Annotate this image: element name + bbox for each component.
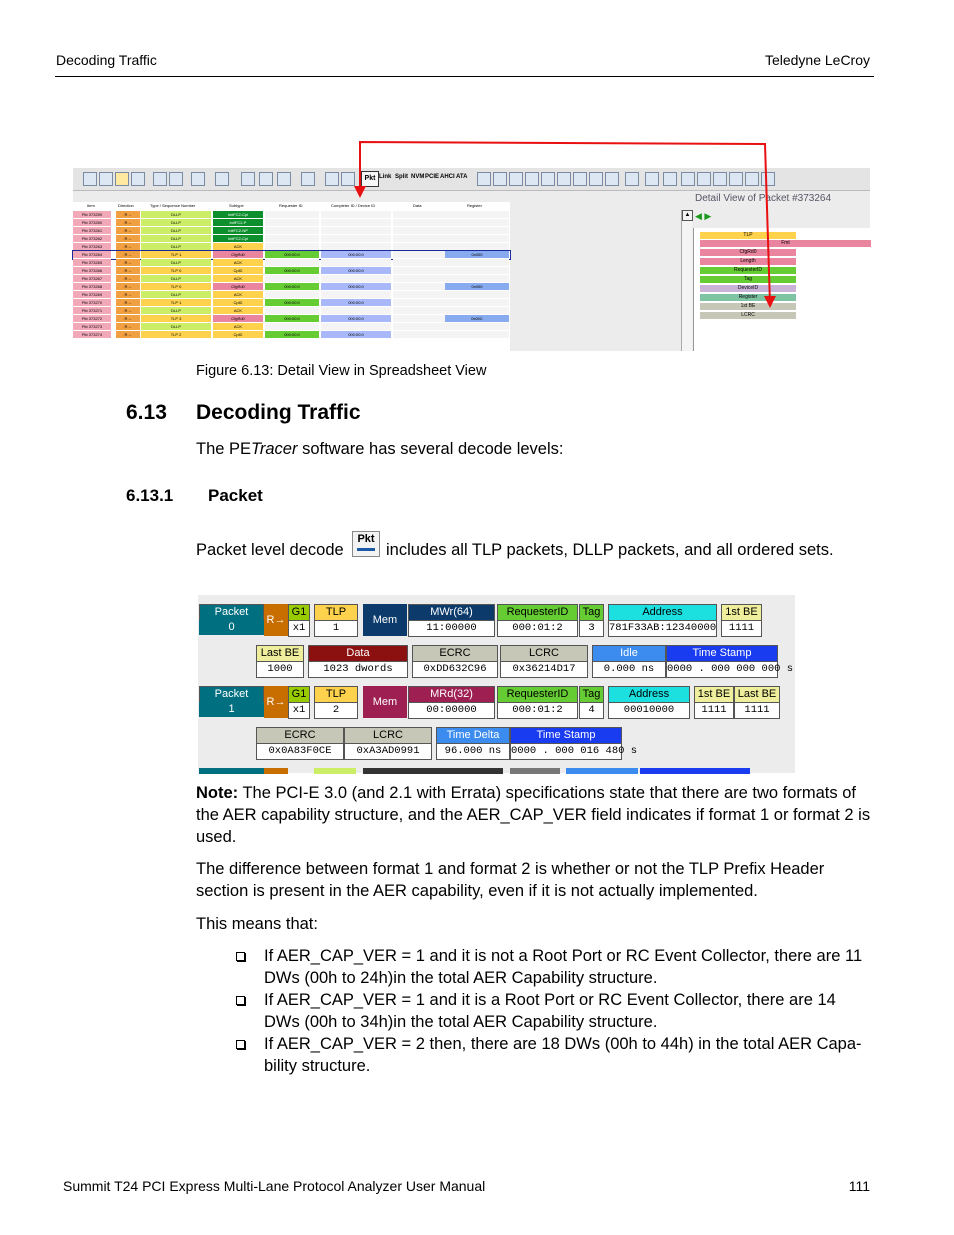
subsection-number: 6.13.1 — [126, 486, 174, 505]
zoom-in-icon[interactable] — [153, 172, 167, 186]
table-cell — [393, 331, 453, 338]
table-cell: Pkt 373263 — [73, 243, 111, 250]
table-cell: R→ — [116, 259, 140, 266]
paragraph-difference: The difference between format 1 and format 2 is whether or not the TLP Prefix Header section is present in the AER capability, even if it is not actually implemented. — [196, 860, 825, 900]
table-cell: Pkt 373269 — [73, 291, 111, 298]
table-cell: DLLP — [141, 243, 211, 250]
ecrc-value: 0x0A83F0CE — [256, 743, 344, 760]
next-packet-partial — [264, 768, 288, 774]
table-cell — [265, 211, 319, 218]
detail-field: CfgRd0 — [700, 249, 796, 256]
first-be-header: 1st BE — [694, 686, 734, 703]
table-cell: ACK — [213, 323, 263, 330]
table-cell: InitFC2-P — [213, 219, 263, 226]
next-packet-partial — [640, 768, 750, 774]
table-cell: R→ — [116, 275, 140, 282]
pkt-level-button[interactable]: Pkt — [361, 171, 379, 187]
header-rule — [55, 76, 874, 77]
table-cell: R→ — [116, 323, 140, 330]
table-cell: Pkt 373261 — [73, 227, 111, 234]
gen-header: G1 — [288, 686, 310, 703]
col-register: Register — [467, 203, 482, 208]
tool-icon[interactable] — [131, 172, 145, 186]
link-level-button[interactable]: Link — [379, 174, 392, 180]
detail-nav-arrows-icon[interactable]: ◀ ▶ — [695, 211, 712, 221]
lcrc-header: LCRC — [344, 727, 432, 744]
section-number: 6.13 — [126, 401, 167, 424]
command-value: 00:00000 — [408, 702, 495, 719]
timestamp-value: 0000 . 000 016 480 s — [510, 743, 622, 760]
table-cell: Pkt 373262 — [73, 235, 111, 242]
last-be-header: Last BE — [734, 686, 780, 703]
col-data: Data — [413, 203, 422, 208]
detail-field: Tag — [700, 276, 796, 283]
figure1-caption: Figure 6.13: Detail View in Spreadsheet View — [196, 363, 487, 379]
table-cell — [265, 275, 319, 282]
ecrc-header: ECRC — [256, 727, 344, 744]
table-cell: 000:00:0 — [265, 267, 319, 274]
table-cell: 000:00:0 — [321, 315, 391, 322]
first-be-value: 1111 — [694, 702, 734, 719]
tool-icon[interactable] — [99, 172, 113, 186]
table-cell: Pkt 373273 — [73, 323, 111, 330]
checkbox-bullet-icon — [236, 952, 245, 961]
list-item — [236, 945, 872, 989]
table-cell: R→ — [116, 299, 140, 306]
first-be-value: 1111 — [721, 620, 762, 637]
table-cell: R→ — [116, 291, 140, 298]
table-cell: R→ — [116, 251, 140, 258]
table-cell: TLP 1 — [141, 299, 211, 306]
tlp-value: 1 — [314, 620, 358, 637]
table-cell: 000:00:0 — [321, 251, 391, 258]
table-cell: DLLP — [141, 227, 211, 234]
tool-icon[interactable] — [241, 172, 255, 186]
scroll-up-icon[interactable]: ▲ — [682, 210, 693, 221]
address-header: Address — [608, 686, 690, 703]
command-header: MWr(64) — [408, 604, 495, 621]
table-cell: R→ — [116, 307, 140, 314]
tool-icon[interactable] — [115, 172, 129, 186]
table-cell: 0x000 — [445, 283, 509, 290]
tool-icon[interactable] — [259, 172, 273, 186]
note-label: Note: — [196, 784, 239, 802]
table-cell: R→ — [116, 331, 140, 338]
table-cell — [393, 315, 453, 322]
address-value: 781F33AB:12340000 — [608, 620, 717, 637]
header-left: Decoding Traffic — [56, 52, 157, 68]
last-be-value: 1111 — [734, 702, 780, 719]
table-cell: CfgRd0 — [213, 315, 263, 322]
tlp-header: TLP — [314, 604, 358, 621]
detail-field: TLP — [700, 232, 796, 239]
col-item: Item — [87, 203, 95, 208]
section-title: Decoding Traffic — [196, 401, 361, 424]
table-row[interactable] — [73, 323, 510, 331]
ecrc-header: ECRC — [412, 645, 498, 662]
tool-icon[interactable] — [215, 172, 229, 186]
table-cell: R→ — [116, 283, 140, 290]
detail-field: Length — [700, 258, 796, 265]
ahci-level-button[interactable]: AHCI — [440, 174, 455, 180]
table-cell: R→ — [116, 235, 140, 242]
bullet-text: If AER_CAP_VER = 2 then, there are 18 DWs (00h to 44h) in the total AER Capa-bility structure. — [264, 1035, 862, 1075]
tag-header: Tag — [579, 604, 604, 621]
checkbox-bullet-icon — [236, 996, 245, 1005]
detail-field: LCRC — [700, 312, 796, 319]
table-cell: CplD — [213, 331, 263, 338]
intro-post: software has several decode levels: — [297, 440, 564, 458]
table-cell: DLLP — [141, 259, 211, 266]
table-cell: 000:00:0 — [265, 283, 319, 290]
tool-icon[interactable] — [83, 172, 97, 186]
table-cell — [265, 323, 319, 330]
table-cell: 000:00:0 — [265, 331, 319, 338]
requester-header: RequesterID — [497, 686, 578, 703]
table-cell: Pkt 373259 — [73, 211, 111, 218]
nvm-level-button[interactable]: NVM — [411, 174, 425, 180]
table-cell: DLLP — [141, 323, 211, 330]
pkt-icon-bar — [357, 548, 375, 551]
bullet-text: If AER_CAP_VER = 1 and it is not a Root Port or RC Event Collector, there are 11 DWs (00h to 24h)in the total AER Capability structure. — [264, 947, 863, 987]
note-paragraph — [196, 782, 872, 848]
intro-italic: Tracer — [251, 440, 298, 458]
table-cell — [265, 219, 319, 226]
zoom-out-icon[interactable] — [169, 172, 183, 186]
tlp-header: TLP — [314, 686, 358, 703]
detail-field: DeviceID — [700, 285, 796, 292]
tool-icon[interactable] — [301, 172, 315, 186]
last-be-header: Last BE — [256, 645, 304, 662]
table-cell: 0x00C — [445, 315, 509, 322]
direction-cell: R→ — [264, 604, 288, 636]
table-cell: DLLP — [141, 275, 211, 282]
next-packet-partial — [199, 768, 264, 774]
table-cell: ACK — [213, 291, 263, 298]
tag-header: Tag — [579, 686, 604, 703]
address-header: Address — [608, 604, 717, 621]
lcrc-value: 0xA3AD0991 — [344, 743, 432, 760]
table-cell: DLLP — [141, 307, 211, 314]
tag-value: 3 — [579, 620, 604, 637]
table-cell: R→ — [116, 315, 140, 322]
packet-header[interactable]: Packet — [199, 686, 264, 703]
ata-level-button[interactable]: ATA — [456, 174, 468, 180]
detail-field: Register — [700, 294, 796, 301]
pkt-icon — [352, 531, 380, 557]
table-cell: DLLP — [141, 219, 211, 226]
figure-packet-decode — [198, 595, 795, 773]
next-packet-partial — [510, 768, 560, 774]
col-direction: Direction — [118, 203, 134, 208]
bullet-list — [236, 945, 872, 1077]
table-cell: Pkt 373268 — [73, 283, 111, 290]
header-right: Teledyne LeCroy — [764, 52, 870, 68]
table-cell: TLP 3 — [141, 315, 211, 322]
split-level-button[interactable]: Split — [395, 174, 408, 180]
lcrc-value: 0x36214D17 — [500, 661, 588, 678]
packet-number[interactable]: 1 — [199, 702, 264, 717]
table-cell — [265, 235, 319, 242]
table-cell: ACK — [213, 275, 263, 282]
table-cell: 000:00:0 — [265, 299, 319, 306]
binoculars-icon[interactable] — [325, 172, 339, 186]
pcie-level-button[interactable]: PCIE — [425, 174, 440, 180]
ecrc-value: 0xDD632C96 — [412, 661, 498, 678]
col-subtype: Subtype — [229, 203, 244, 208]
next-packet-partial — [314, 768, 356, 774]
table-cell — [265, 227, 319, 234]
table-cell: DLLP — [141, 211, 211, 218]
detail-field: RequesterID — [700, 267, 796, 274]
table-cell: 000:00:0 — [321, 283, 391, 290]
first-be-header: 1st BE — [721, 604, 762, 621]
table-cell: R→ — [116, 267, 140, 274]
note-text: The PCI-E 3.0 (and 2.1 with Errata) specifications state that there are two formats of the AER capability structure, and the AER_CAP_VER field indicates if format 1 or format 2 is used. — [196, 784, 871, 846]
annotation-arrow — [350, 136, 780, 316]
table-cell: ACK — [213, 259, 263, 266]
packet-para-pre: Packet level decode — [196, 541, 344, 559]
next-packet-partial — [566, 768, 638, 774]
table-cell: ACK — [213, 243, 263, 250]
table-cell: 000:00:0 — [321, 267, 391, 274]
idle-header: Idle — [592, 645, 666, 662]
table-cell — [265, 243, 319, 250]
table-cell: Pkt 373274 — [73, 331, 111, 338]
table-cell: TLP 2 — [141, 331, 211, 338]
tlp-value: 2 — [314, 702, 358, 719]
table-cell: Pkt 373271 — [73, 307, 111, 314]
last-be-value: 1000 — [256, 661, 304, 678]
requester-value: 000:01:2 — [497, 702, 578, 719]
col-requester: Requester ID — [279, 203, 303, 208]
table-cell — [265, 307, 319, 314]
time-delta-value: 96.000 ns — [436, 743, 510, 760]
table-cell: Pkt 373265 — [73, 259, 111, 266]
time-delta-header: Time Delta — [436, 727, 510, 744]
tag-value: 4 — [579, 702, 604, 719]
table-cell: Pkt 373266 — [73, 267, 111, 274]
col-completer: Completer ID / Device ID — [331, 203, 376, 208]
packet-number[interactable]: 0 — [199, 620, 264, 635]
table-cell — [393, 323, 453, 330]
section-intro — [196, 438, 563, 460]
table-cell: 000:00:0 — [321, 299, 391, 306]
table-cell: DLLP — [141, 235, 211, 242]
table-cell: 0x000 — [445, 251, 509, 258]
table-cell: Pkt 373260 — [73, 219, 111, 226]
table-cell — [445, 331, 509, 338]
detail-field: Fmt — [700, 240, 871, 247]
list-item — [236, 989, 872, 1033]
timestamp-value: 0000 . 000 000 000 s — [666, 661, 778, 678]
table-cell: InitFC2-Cpl — [213, 211, 263, 218]
table-cell — [445, 323, 509, 330]
list-item — [236, 1033, 872, 1077]
footer-page-number: 111 — [848, 1178, 870, 1194]
requester-header: RequesterID — [497, 604, 578, 621]
direction-cell: R→ — [264, 686, 288, 718]
gen-value: x1 — [288, 620, 310, 637]
gen-header: G1 — [288, 604, 310, 621]
packet-header[interactable]: Packet — [199, 604, 264, 621]
idle-value: 0.000 ns — [592, 661, 666, 678]
table-cell: TLP 0 — [141, 267, 211, 274]
timestamp-header: Time Stamp — [510, 727, 622, 744]
table-cell: Pkt 373264 — [73, 251, 111, 258]
data-value: 1023 dwords — [308, 661, 408, 678]
col-type: Type / Sequence Number — [150, 203, 196, 208]
table-cell: InitFC2-NP — [213, 227, 263, 234]
table-cell: ACK — [213, 307, 263, 314]
table-row[interactable] — [73, 331, 510, 339]
table-row[interactable] — [73, 315, 510, 323]
table-cell: R→ — [116, 211, 140, 218]
next-packet-partial — [363, 768, 503, 774]
data-header: Data — [308, 645, 408, 662]
type-cell: Mem — [363, 686, 407, 718]
requester-value: 000:01:2 — [497, 620, 578, 637]
lcrc-header: LCRC — [500, 645, 588, 662]
address-value: 00010000 — [608, 702, 690, 719]
packet-para-post: includes all TLP packets, DLLP packets, and all ordered sets. — [386, 541, 834, 559]
table-cell: Pkt 373267 — [73, 275, 111, 282]
table-cell — [265, 259, 319, 266]
bullet-text: If AER_CAP_VER = 1 and it is a Root Port or RC Event Collector, there are 14 DWs (00h to 34h)in the total AER Capability structure. — [264, 991, 836, 1031]
table-cell: InitFC2-Cpl — [213, 235, 263, 242]
table-cell: CplD — [213, 299, 263, 306]
type-cell: Mem — [363, 604, 407, 636]
table-cell: TLP 0 — [141, 283, 211, 290]
tool-icon[interactable] — [191, 172, 205, 186]
table-cell: Pkt 373270 — [73, 299, 111, 306]
table-cell: 000:00:0 — [321, 331, 391, 338]
checkbox-bullet-icon — [236, 1040, 245, 1049]
timestamp-header: Time Stamp — [666, 645, 778, 662]
table-cell: R→ — [116, 227, 140, 234]
gen-value: x1 — [288, 702, 310, 719]
pkt-icon-label: Pkt — [357, 533, 375, 545]
table-cell: R→ — [116, 219, 140, 226]
table-cell: Pkt 373272 — [73, 315, 111, 322]
table-cell: TLP 1 — [141, 251, 211, 258]
table-cell: DLLP — [141, 291, 211, 298]
table-cell: 000:00:0 — [265, 315, 319, 322]
table-cell: CplD — [213, 267, 263, 274]
command-header: MRd(32) — [408, 686, 495, 703]
detail-view-title: Detail View of Packet #373264 — [695, 193, 832, 204]
subsection-title: Packet — [208, 486, 263, 505]
footer-left: Summit T24 PCI Express Multi-Lane Protocol Analyzer User Manual — [63, 1178, 486, 1194]
paragraph-means: This means that: — [196, 915, 318, 933]
table-cell: 000:00:0 — [265, 251, 319, 258]
table-cell: CfgRd0 — [213, 251, 263, 258]
table-cell — [265, 291, 319, 298]
detail-field: 1st BE — [700, 303, 796, 310]
table-cell: R→ — [116, 243, 140, 250]
tool-icon[interactable] — [277, 172, 291, 186]
table-cell: CfgRd0 — [213, 283, 263, 290]
intro-pre: The PE — [196, 440, 252, 458]
command-value: 11:00000 — [408, 620, 495, 637]
table-cell — [321, 323, 391, 330]
